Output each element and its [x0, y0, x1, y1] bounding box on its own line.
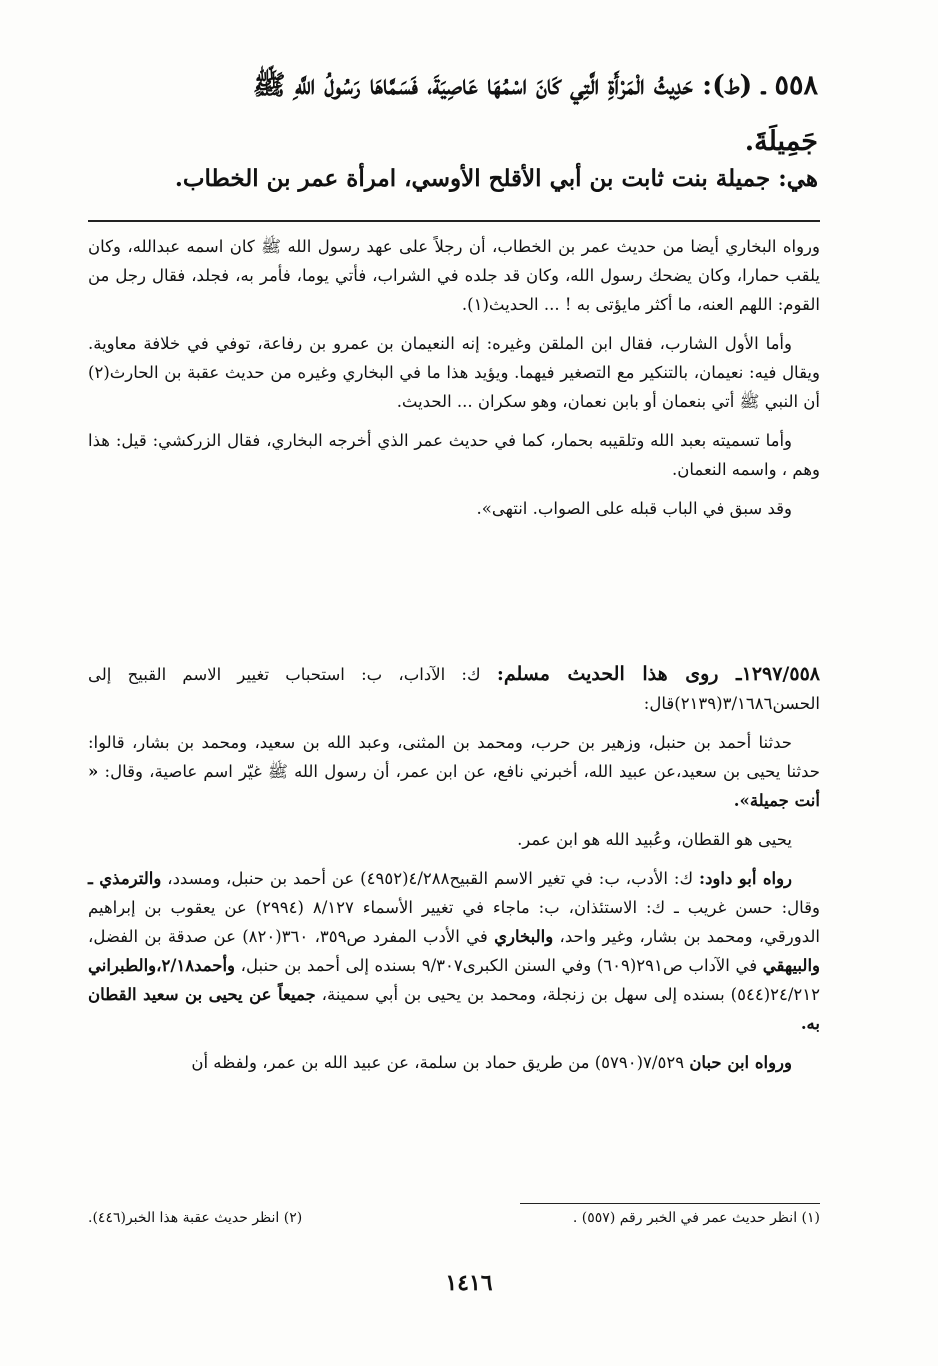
hadith-chapter: ك: الآداب، ب: استحباب تغيير الاسم القبيح إلى الحسن٣/١٦٨٦(٢١٣٩)قال: [88, 665, 820, 713]
takhrij-text-4: في الآداب ص٢٩١(٦٠٩) وفي السنن الكبرى٩/٣٠٧ بسنده إلى أحمد بن حنبل، [240, 956, 758, 975]
hadith-title-paragraph [88, 660, 820, 718]
commentary-paragraph-3: وأما تسميته بعبد الله وتلقيبه بحمار، كما في حديث عمر الذي أخرجه البخاري، فقال الزركشي: قيل: هذا وهم ، واسمه النعمان. [88, 431, 820, 479]
heading-line-1: ٥٥٨ ـ (ط): حَدِيثُ الْمَرْأَةِ الَّتِي كَانَ اسْمُهَا عَاصِيَةَ، فَسَمَّاهَا رَسُولُ اللَّهِ ﷺ [252, 70, 818, 101]
section-subheading: هي: جميلة بنت ثابت بن أبي الأقلح الأوسي، امرأة عمر بن الخطاب. [174, 165, 818, 192]
footnote-divider [520, 1203, 820, 1204]
takhrij-tirmidhi: والترمذي ـ [88, 869, 162, 888]
hadith-block [88, 660, 820, 1087]
hadith-narrator-note: يحيى هو القطان، وعُبيد الله هو ابن عمر. [517, 830, 792, 849]
section-heading [118, 58, 818, 170]
takhrij-bukhari: والبخاري [494, 927, 554, 946]
footnote-2: (٢) انظر حديث عقبة هذا الخبر(٤٤٦). [88, 1210, 303, 1226]
page-number: ١٤١٦ [445, 1270, 493, 1296]
takhrij-ahmad-tabarani: وأحمد٢/١٨،والطبراني [88, 956, 236, 975]
ibn-hibban-paragraph [88, 1048, 820, 1077]
takhrij-text-2: وقال: حسن غريب ـ ك: الاستئذان، ب: ماجاء في تغيير الأسماء ٨/١٢٧ (٢٩٩٤) عن يعقوب بن إبراهيم الدورقي، ومحمد بن بشار، وغير واحد، [88, 898, 821, 946]
top-divider [88, 220, 820, 222]
hadith-chain-paragraph [88, 728, 820, 815]
takhrij-text-3: في الأدب المفرد ص٣٥٩، ٣٦٠(٨٢٠) عن صدقة بن الفضل، [88, 927, 488, 946]
commentary-paragraph-4: وقد سبق في الباب قبله على الصواب. انتهى». [476, 499, 792, 518]
takhrij-conclusion: جميعاً عن يحيى بن سعيد القطان به. [88, 985, 820, 1033]
takhrij-abu-dawud: رواه أبو داود: [698, 869, 793, 888]
footnotes [88, 1210, 820, 1226]
commentary-paragraph-2: وأما الأول الشارب، فقال ابن الملقن وغيره: إنه النعيمان بن عمرو بن رفاعة، توفي في خلافة معاوية. ويقال فيه: نعيمان، بالتنكير مع التصغير فيهما. ويؤيد هذا ما في البخاري وغيره من حديث عقبة بن الحارث(٢) أن النبي ﷺ أتي بنعمان أو بابن نعمان، وهو سكران ... الحديث. [88, 334, 820, 411]
hadith-number-title: ١٢٩٧/٥٥٨ـ روى هذا الحديث مسلم: [496, 663, 820, 685]
takhrij-text-5: ٢٤/٢١٢(٥٤٤) بسنده إلى سهل بن زنجلة، ومحمد بن يحيى بن أبي سمينة، [321, 985, 820, 1004]
takhrij-paragraph [88, 864, 820, 1038]
footnote-1: (١) انظر حديث عمر في الخبر رقم (٥٥٧) . [572, 1210, 820, 1226]
takhrij-text-1: ك: الأدب، ب: في تغير الاسم القبيح٤/٢٨٨(٤٩٥٢) عن أحمد بن حنبل، ومسدد، [167, 869, 694, 888]
takhrij-bayhaqi: والبيهقي [762, 956, 820, 975]
commentary-paragraph-1: ورواه البخاري أيضا من حديث عمر بن الخطاب، أن رجلاً على عهد رسول الله ﷺ كان اسمه عبدالله، وكان يلقب حمارا، وكان يضحك رسول الله، وكان قد جلده في الشراب، فأتي يوما، فأمر به، فجلد، فقال رجل من القوم: اللهم العنه، ما أكثر مايؤتى به ! ... الحديث(١). [88, 237, 820, 314]
commentary-block [88, 232, 820, 533]
heading-line-2: جَمِيلَةَ. [744, 126, 818, 157]
hadith-chain-text: حدثنا أحمد بن حنبل، وزهير بن حرب، ومحمد بن المثنى، وعبد الله بن سعيد، ومحمد بن بشار، قالوا: حدثنا يحيى بن سعيد،عن عبيد الله، أخبرني نافع، عن ابن عمر، أن رسول الله ﷺ غيّر اسم عاصية، وقال: [88, 733, 820, 781]
ibn-hibban-text: ٧/٥٢٩(٥٧٩٠) من طريق حماد بن سلمة، عن عبيد الله بن عمر، ولفظه أن [191, 1053, 685, 1072]
takhrij-ibn-hibban: ورواه ابن حبان [689, 1053, 792, 1072]
hadith-matn: « أنت جميلة». [88, 762, 820, 810]
